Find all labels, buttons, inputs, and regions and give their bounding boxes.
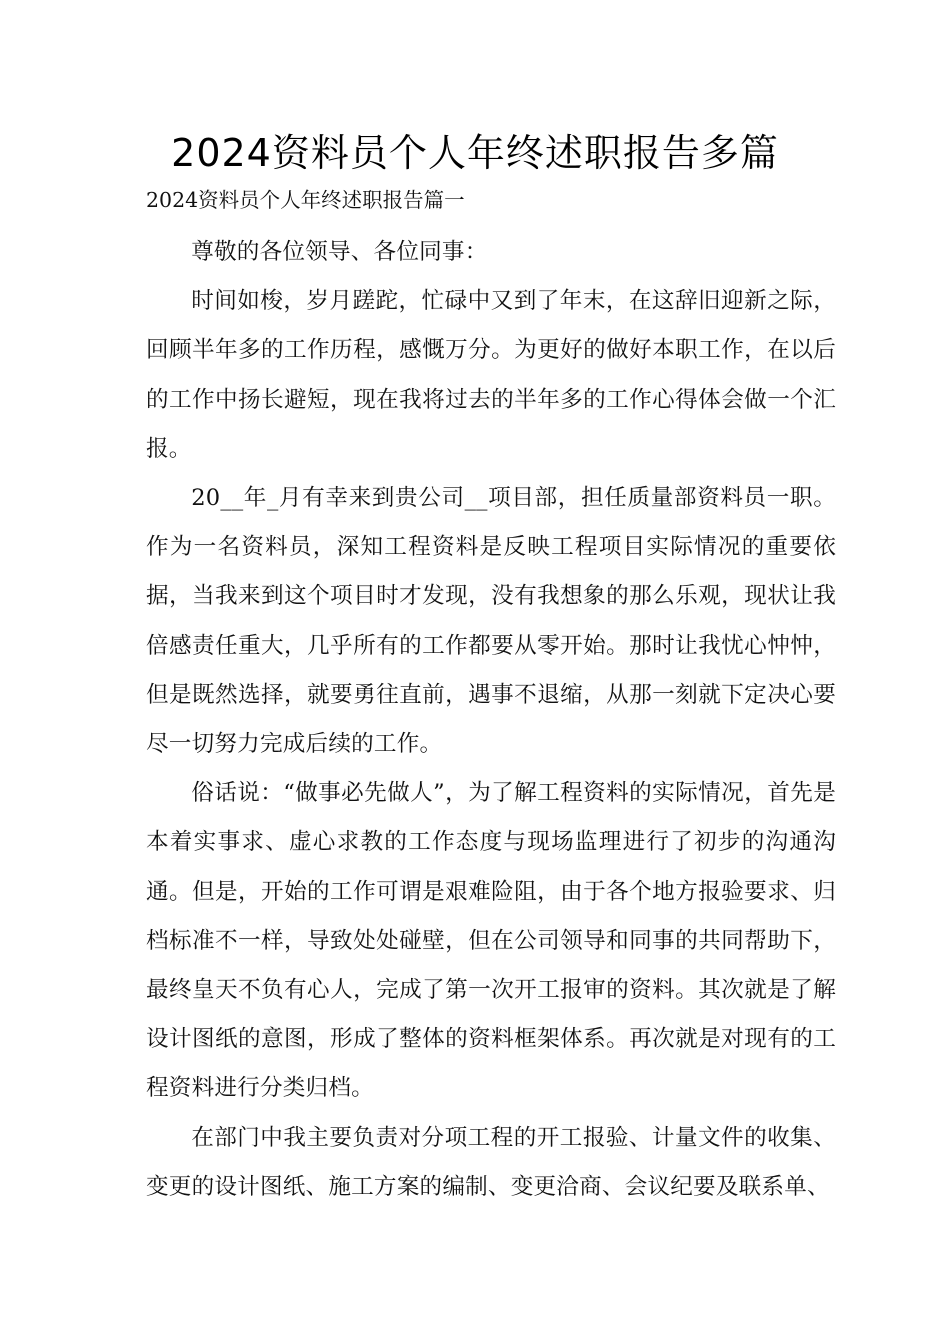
document-body	[146, 228, 836, 1212]
body-paragraph: 时间如梭，岁月蹉跎，忙碌中又到了年末，在这辞旧迎新之际，回顾半年多的工作历程，感慨万分。为更好的做好本职工作，在以后的工作中扬长避短，现在我将过去的半年多的工作心得体会做一个汇报。	[146, 288, 836, 462]
document-title: 2024资料员个人年终述职报告多篇	[171, 131, 779, 175]
body-paragraph: 俗话说：“做事必先做人”，为了解工程资料的实际情况，首先是本着实事求、虚心求教的工作态度与现场监理进行了初步的沟通沟通。但是，开始的工作可谓是艰难险阻，由于各个地方报验要求、归档标准不一样，导致处处碰壁，但在公司领导和同事的共同帮助下，最终皇天不负有心人，完成了第一次开工报审的资料。其次就是了解设计图纸的意图，形成了整体的资料框架体系。再次就是对现有的工程资料进行分类归档。	[146, 780, 836, 1102]
section-heading: 2024资料员个人年终述职报告篇一	[146, 188, 465, 212]
body-paragraph: 在部门中我主要负责对分项工程的开工报验、计量文件的收集、变更的设计图纸、施工方案的编制、变更洽商、会议纪要及联系单、	[146, 1124, 836, 1200]
salutation-paragraph: 尊敬的各位领导、各位同事：	[191, 239, 488, 265]
body-paragraph: 20__年_月有幸来到贵公司__项目部，担任质量部资料员一职。作为一名资料员，深知工程资料是反映工程项目实际情况的重要依据，当我来到这个项目时才发现，没有我想象的那么乐观，现状让我倍感责任重大，几乎所有的工作都要从零开始。那时让我忧心忡忡，但是既然选择，就要勇往直前，遇事不退缩，从那一刻就下定决心要尽一切努力完成后续的工作。	[146, 485, 836, 758]
